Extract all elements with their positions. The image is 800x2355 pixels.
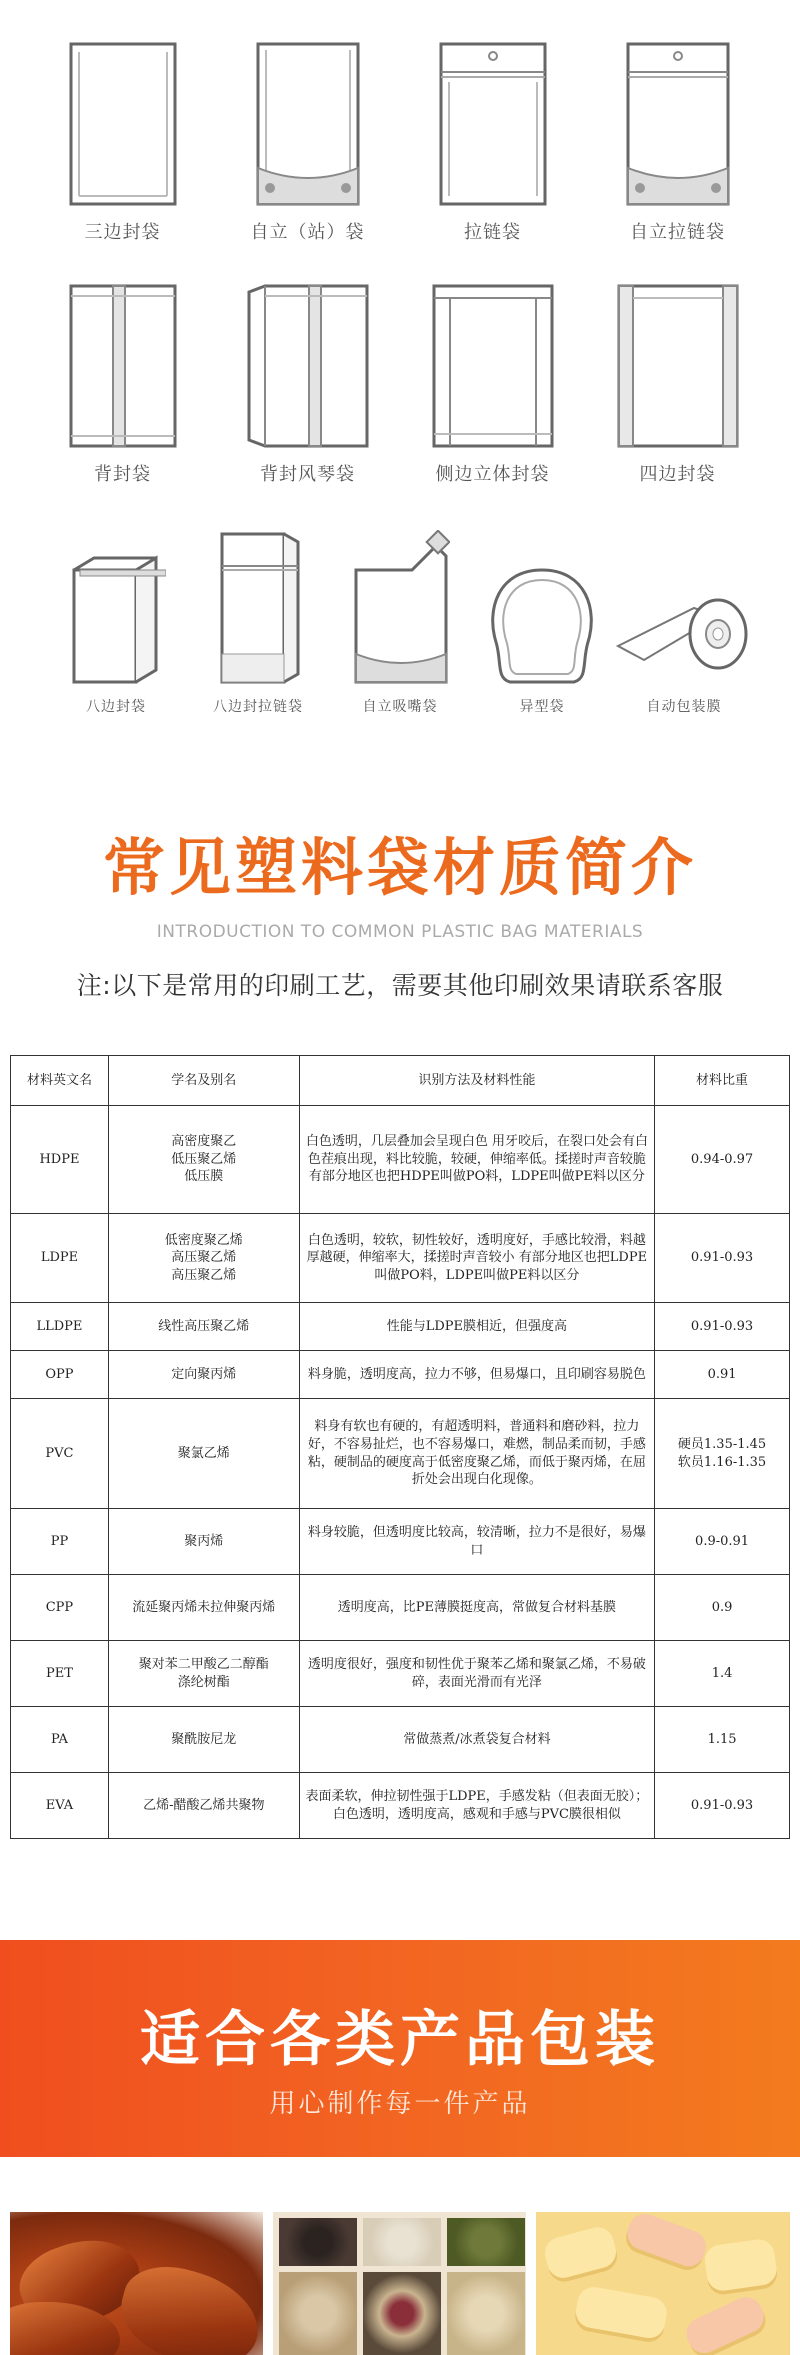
bag-label: 自立吸嘴袋 (362, 699, 438, 715)
material-name: OPP (11, 1351, 109, 1399)
material-method: 透明度高，比PE薄膜挺度高，常做复合材料基膜 (299, 1575, 654, 1641)
bag-type-back-seal (38, 282, 208, 486)
materials-section-title: 常见塑料袋材质简介 (102, 831, 697, 904)
material-name: EVA (11, 1773, 109, 1839)
stand-up-pouch-icon (248, 40, 368, 210)
table-row (11, 1773, 790, 1839)
bag-label: 八边封拉链袋 (213, 699, 303, 715)
bag-label: 自立拉链袋 (630, 222, 725, 243)
grains-beans-photo (273, 2212, 526, 2355)
material-alias: 流延聚丙烯未拉伸聚丙烯 (108, 1575, 299, 1641)
material-alias: 低密度聚乙烯 高压聚乙烯 高压聚乙烯 (108, 1214, 299, 1303)
bag-type-zipper (408, 40, 578, 244)
bag-type-eight-side-zipper (193, 530, 323, 716)
material-ratio: 0.9 (655, 1575, 790, 1641)
material-alias: 聚丙烯 (108, 1509, 299, 1575)
material-method: 表面柔软，伸拉韧性强于LDPE，手感发粘（但表面无胶）；白色透明，透明度高，感观和手感与PVC膜很相似 (299, 1773, 654, 1839)
bag-label: 侧边立体封袋 (435, 464, 550, 485)
material-ratio: 0.91-0.93 (655, 1214, 790, 1303)
material-ratio: 0.91 (655, 1351, 790, 1399)
material-name: CPP (11, 1575, 109, 1641)
packaging-film-roll-icon (614, 530, 754, 690)
bag-type-shaped (477, 530, 607, 716)
bag-label: 拉链袋 (464, 222, 521, 243)
bag-type-eight-side-seal (51, 530, 181, 716)
braised-meat-photo (10, 2212, 263, 2355)
table-row (11, 1303, 790, 1351)
three-side-seal-bag-icon (63, 40, 183, 210)
material-name: LLDPE (11, 1303, 109, 1351)
material-method: 料身脆，透明度高，拉力不够，但易爆口，且印刷容易脱色 (299, 1351, 654, 1399)
material-alias: 聚氯乙烯 (108, 1399, 299, 1509)
table-row (11, 1641, 790, 1707)
zipper-bag-icon (433, 40, 553, 210)
material-ratio: 0.94-0.97 (655, 1106, 790, 1214)
eight-side-zipper-bag-icon (208, 530, 308, 690)
bag-label: 四边封袋 (639, 464, 716, 485)
table-row (11, 1106, 790, 1214)
header-scientific-name: 学名及别名 (108, 1056, 299, 1106)
bag-label: 异型袋 (519, 699, 565, 715)
bag-types-row-1 (0, 40, 800, 244)
table-row (11, 1399, 790, 1509)
bag-types-row-3 (0, 530, 800, 716)
material-name: LDPE (11, 1214, 109, 1303)
bag-type-back-seal-gusset (223, 282, 393, 486)
materials-section-subtitle: INTRODUCTION TO COMMON PLASTIC BAG MATERIALS (156, 922, 644, 942)
shaped-bag-icon (482, 530, 602, 690)
bag-type-spout-pouch (335, 530, 465, 716)
table-row (11, 1707, 790, 1773)
material-name: PP (11, 1509, 109, 1575)
material-method: 料身有软也有硬的，有超透明料，普通料和磨砂料，拉力好，不容易扯烂，也不容易爆口，难燃，制品柔而韧，手感粘，硬制品的硬度高于低密度聚乙烯，而低于聚丙烯，在屈折处会出现白化现像。 (299, 1399, 654, 1509)
material-alias: 乙烯-醋酸乙烯共聚物 (108, 1773, 299, 1839)
material-ratio: 0.91-0.93 (655, 1773, 790, 1839)
table-row (11, 1214, 790, 1303)
table-row (11, 1575, 790, 1641)
bag-label: 八边封袋 (86, 699, 146, 715)
material-name: HDPE (11, 1106, 109, 1214)
banner-subtitle: 用心制作每一件产品 (269, 2089, 531, 2119)
material-ratio: 硬员1.35-1.45 软员1.16-1.35 (655, 1399, 790, 1509)
material-method: 透明度很好，强度和韧性优于聚苯乙烯和聚氯乙烯，不易破碎，表面光滑而有光泽 (299, 1641, 654, 1707)
bag-label: 背封风琴袋 (260, 464, 355, 485)
bag-label: 自动包装膜 (646, 699, 722, 715)
banner-title: 适合各类产品包装 (140, 2005, 660, 2075)
material-ratio: 0.91-0.93 (655, 1303, 790, 1351)
eight-side-seal-bag-icon (66, 530, 166, 690)
bag-type-stand-up-zipper (593, 40, 763, 244)
table-row (11, 1351, 790, 1399)
spout-pouch-icon (350, 530, 450, 690)
header-english-name: 材料英文名 (11, 1056, 109, 1106)
material-name: PVC (11, 1399, 109, 1509)
table-header-row (11, 1056, 790, 1106)
material-table (10, 1055, 790, 1839)
side-gusset-bag-icon (428, 282, 558, 452)
back-seal-bag-icon (63, 282, 183, 452)
material-alias: 聚对苯二甲酸乙二醇酯 涤纶树酯 (108, 1641, 299, 1707)
material-ratio: 1.15 (655, 1707, 790, 1773)
bag-label: 三边封袋 (84, 222, 161, 243)
bag-type-four-side-seal (593, 282, 763, 486)
bag-label: 背封袋 (94, 464, 151, 485)
material-alias: 聚酰胺尼龙 (108, 1707, 299, 1773)
bag-type-side-gusset (408, 282, 578, 486)
bag-types-row-2 (0, 282, 800, 486)
four-side-seal-bag-icon (613, 282, 743, 452)
material-ratio: 0.9-0.91 (655, 1509, 790, 1575)
printing-note: 注:以下是常用的印刷工艺，需要其他印刷效果请联系客服 (76, 971, 724, 1000)
material-method: 常做蒸煮/冰煮袋复合材料 (299, 1707, 654, 1773)
bag-type-packaging-film (619, 530, 749, 716)
header-identification: 识别方法及材料性能 (299, 1056, 654, 1106)
material-name: PET (11, 1641, 109, 1707)
material-alias: 定向聚丙烯 (108, 1351, 299, 1399)
material-method: 料身较脆，但透明度比较高，较清晰，拉力不是很好，易爆口 (299, 1509, 654, 1575)
material-ratio: 1.4 (655, 1641, 790, 1707)
material-method: 性能与LDPE膜相近，但强度高 (299, 1303, 654, 1351)
bag-type-stand-up-pouch (223, 40, 393, 244)
bag-type-three-side-seal (38, 40, 208, 244)
material-alias: 高密度聚乙 低压聚乙烯 低压膜 (108, 1106, 299, 1214)
biscuits-photo (536, 2212, 790, 2355)
header-specific-gravity: 材料比重 (655, 1056, 790, 1106)
stand-up-zipper-bag-icon (618, 40, 738, 210)
material-name: PA (11, 1707, 109, 1773)
bag-label: 自立（站）袋 (250, 222, 365, 243)
packaging-banner (0, 1940, 800, 2157)
back-seal-gusset-bag-icon (243, 282, 373, 452)
material-alias: 线性高压聚乙烯 (108, 1303, 299, 1351)
material-method: 白色透明，几层叠加会呈现白色 用牙咬后，在裂口处会有白色茬痕出现，料比较脆，较硬，伸缩率低。揉搓时声音较脆 有部分地区也把HDPE叫做PO料，LDPE叫做PE料以区分 (299, 1106, 654, 1214)
table-row (11, 1509, 790, 1575)
material-method: 白色透明，较软，韧性较好，透明度好，手感比较滑，料越厚越硬，伸缩率大，揉搓时声音较小 有部分地区也把LDPE叫做PO料，LDPE叫做PE料以区分 (299, 1214, 654, 1303)
